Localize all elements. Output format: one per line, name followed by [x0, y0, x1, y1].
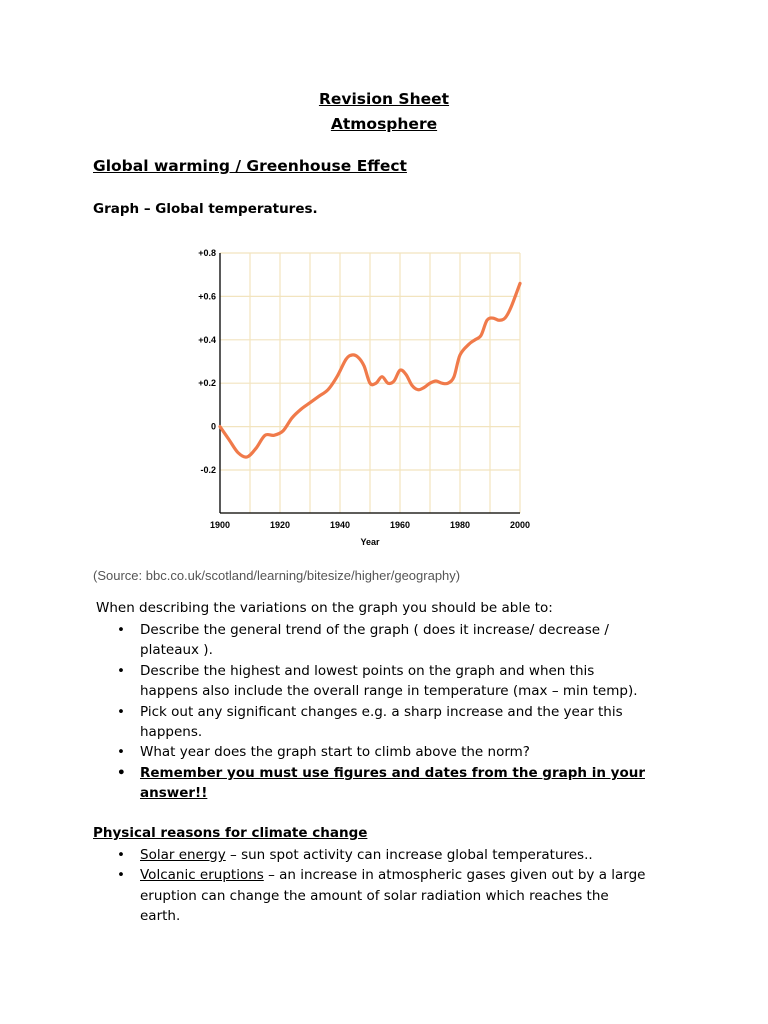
temperature-chart — [180, 240, 560, 560]
chart-y-tick-label: +0.6 — [198, 291, 216, 302]
bullet-icon: • — [117, 764, 126, 781]
physical-reasons-list — [93, 845, 646, 927]
source-citation: (Source: bbc.co.uk/scotland/learning/bitesize/higher/geography) — [93, 568, 461, 583]
chart-x-tick-label: 2000 — [509, 520, 531, 530]
section-heading-physical-reasons: Physical reasons for climate change — [93, 825, 368, 841]
chart-x-tick-label: 1900 — [209, 520, 231, 530]
bullet-icon: • — [117, 622, 125, 638]
list-item: • Describe the highest and lowest points on the graph and when this happens also include the overall range in temperature (max – min temp). — [117, 662, 638, 700]
describe-list — [93, 620, 645, 804]
chart-y-tick-label: +0.2 — [198, 378, 216, 389]
page-subtitle: Atmosphere — [330, 115, 438, 133]
list-item: • Volcanic eruptions – an increase in atmospheric gases given out by a large eruption can change the amount of solar radiation which reaches the earth. — [117, 867, 646, 925]
chart-tick-labels — [198, 248, 530, 530]
chart-y-tick-label: 0 — [210, 421, 216, 432]
graph-heading: Graph – Global temperatures. — [93, 201, 318, 217]
bullet-icon: • — [117, 703, 125, 720]
chart-x-tick-label: 1960 — [389, 520, 411, 530]
term-volcanic-eruptions: Volcanic eruptions — [140, 867, 264, 884]
list-item: • Solar energy – sun spot activity can increase global temperatures.. — [93, 845, 646, 865]
list-item: • Describe the general trend of the graph ( does it increase/ decrease / plateaux ). — [117, 622, 609, 659]
bullet-icon: • — [117, 867, 125, 884]
bullet-icon: • — [117, 744, 125, 761]
list-item-important: • Remember you must use figures and dates from the graph in your answer!! — [117, 764, 645, 802]
chart-x-tick-label: 1980 — [449, 520, 471, 530]
chart-x-tick-label: 1940 — [329, 520, 351, 530]
chart-y-tick-label: -0.2 — [200, 465, 216, 475]
bullet-icon: • — [117, 847, 125, 863]
list-item: • What year does the graph start to climb above the norm? — [93, 742, 645, 762]
chart-y-tick-label: +0.4 — [198, 334, 216, 345]
term-solar-energy: Solar energy — [140, 847, 226, 863]
bullet-icon: • — [117, 662, 125, 679]
page-title: Revision Sheet — [318, 90, 450, 108]
describe-intro: When describing the variations on the graph you should be able to: — [96, 600, 553, 616]
list-item: • Pick out any significant changes e.g. a sharp increase and the year this happens. — [117, 703, 623, 741]
chart-y-tick-label: +0.8 — [198, 248, 216, 258]
chart-x-axis-label: Year — [360, 537, 380, 547]
chart-x-tick-label: 1920 — [269, 520, 291, 530]
section-heading-global-warming: Global warming / Greenhouse Effect — [93, 157, 407, 175]
